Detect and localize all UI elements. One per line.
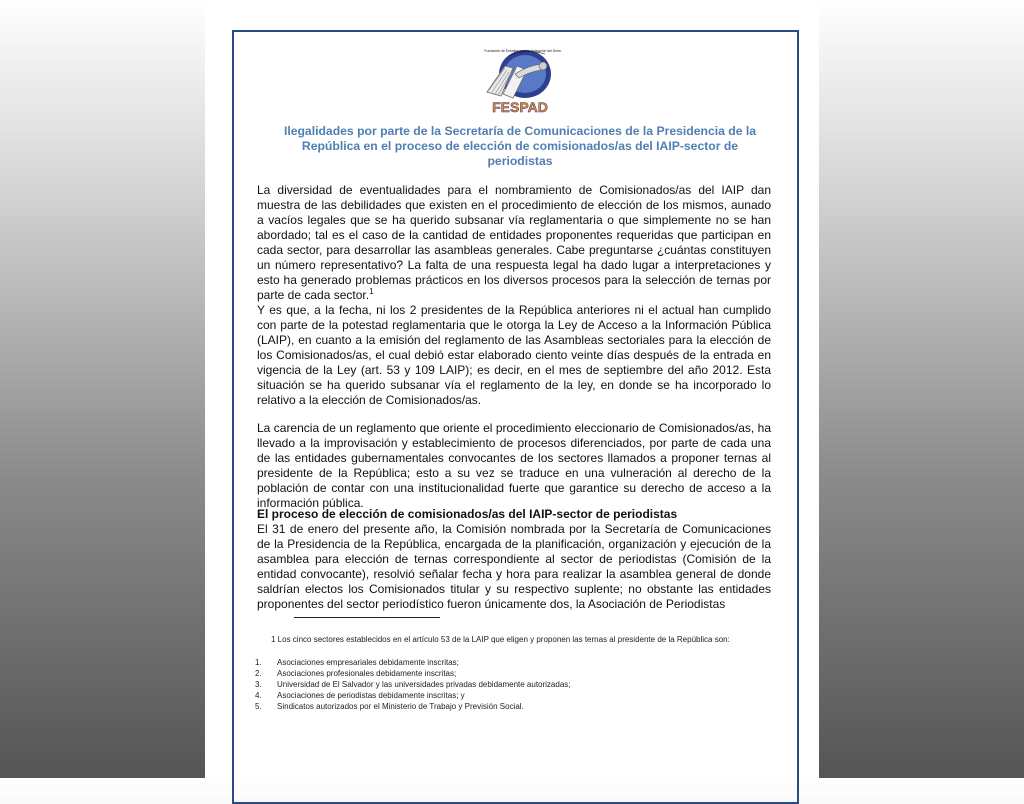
- footnote-item: [255, 679, 571, 690]
- footnote-intro: 1 Los cinco sectores establecidos en el artículo 53 de la LAIP que eligen y proponen las ternas al presidente de la República son:: [271, 635, 730, 644]
- paragraph-1-text: La diversidad de eventualidades para el nombramiento de Comisionados/as del IAIP dan muestra de las debilidades que existen en el procedimiento de elección de los mismos, aunado a vacíos legales que se ha querido subsanar vía reglamentaria o que simplemente no se han abordado; tal es el caso de la cantidad de entidades proponentes requeridas que participan en cada sector, para desarrollar las asambleas generales. Cabe preguntarse ¿cuántas constituyen un número representativo? La falta de una respuesta legal ha dado lugar a interpretaciones y esto ha generado problemas prácticos en los diversos procesos para la selección de ternas por parte de cada sector.: [257, 183, 771, 302]
- footnote-item-number: 4.: [255, 691, 262, 700]
- footnote-item-text: Asociaciones empresariales debidamente inscritas;: [277, 658, 459, 667]
- paragraph-3: La carencia de un reglamento que oriente el procedimiento eleccionario de Comisionados/as, ha llevado a la improvisación y establecimiento de procesos diferenciados, por parte de cada una de las entidades gubernamentales convocantes de los sectores llamados a proponer ternas al presidente de la República; esto a su vez se traduce en una vulneración al derecho de la población de contar con una institucionalidad fuerte que garantice su derecho de acceso a la información pública.: [257, 421, 771, 510]
- document-title: Ilegalidades por parte de la Secretaría de Comunicaciones de la Presidencia de la República en el proceso de elección de comisionados/as del IAIP-sector de periodistas: [283, 124, 757, 168]
- footnote-item-text: Sindicatos autorizados por el Ministerio de Trabajo y Previsión Social.: [277, 702, 524, 711]
- footnote-item-number: 3.: [255, 680, 262, 689]
- paragraph-2: Y es que, a la fecha, ni los 2 presidentes de la República anteriores ni el actual han cumplido con parte de la potestad reglamentaria que le otorga la Ley de Acceso a la Información Pública (LAIP), en cuanto a la emisión del reglamento de las Asambleas sectoriales para la elección de los Comisionados/as, el cual debió estar elaborado ciento veinte días después de la entrada en vigencia de la Ley (art. 53 y 109 LAIP); es decir, en el mes de septiembre del año 2012. Esta situación se ha querido subsanar vía el reglamento de la ley, en donde se ha incorporado lo relativo a la elección de Comisionados/as.: [257, 303, 771, 407]
- footnote-separator: [294, 617, 440, 618]
- footnote-item: [255, 690, 571, 701]
- logo-caption: Fundación de Estudios para la Aplicación del Derecho: [484, 49, 561, 53]
- footnote-item-number: 1.: [255, 658, 262, 667]
- paragraph-1: [257, 183, 771, 303]
- footnote-item-text: Asociaciones de periodistas debidamente inscritas; y: [277, 691, 465, 700]
- footnote-list: [255, 657, 571, 712]
- footnote-item-text: Asociaciones profesionales debidamente inscritas;: [277, 669, 457, 678]
- footnote-reference[interactable]: 1: [369, 287, 374, 296]
- footnote-item: [255, 657, 571, 668]
- section-heading: El proceso de elección de comisionados/as del IAIP-sector de periodistas: [257, 507, 678, 521]
- paragraph-4: El 31 de enero del presente año, la Comisión nombrada por la Secretaría de Comunicaciones de la Presidencia de la República, encargada de la planificación, organización y ejecución de la asamblea para elección de ternas correspondiente al sector de periodistas (Comisión de la entidad convocante), resolvió señalar fecha y hora para realizar la asamblea general de donde saldrían electos los Comisionados titular y su respectivo suplente; no obstante las entidades proponentes del sector periodístico fueron únicamente dos, la Asociación de Periodistas: [257, 522, 771, 611]
- document-page: [205, 0, 819, 778]
- footnote-item: [255, 668, 571, 679]
- fespad-logo-icon: [479, 44, 561, 116]
- logo-wordmark: FESPAD: [492, 99, 548, 115]
- footnote-item-number: 5.: [255, 702, 262, 711]
- footnote-item-text: Universidad de El Salvador y las universidades privadas debidamente autorizadas;: [277, 680, 571, 689]
- footnote-item: [255, 701, 571, 712]
- footnote-item-number: 2.: [255, 669, 262, 678]
